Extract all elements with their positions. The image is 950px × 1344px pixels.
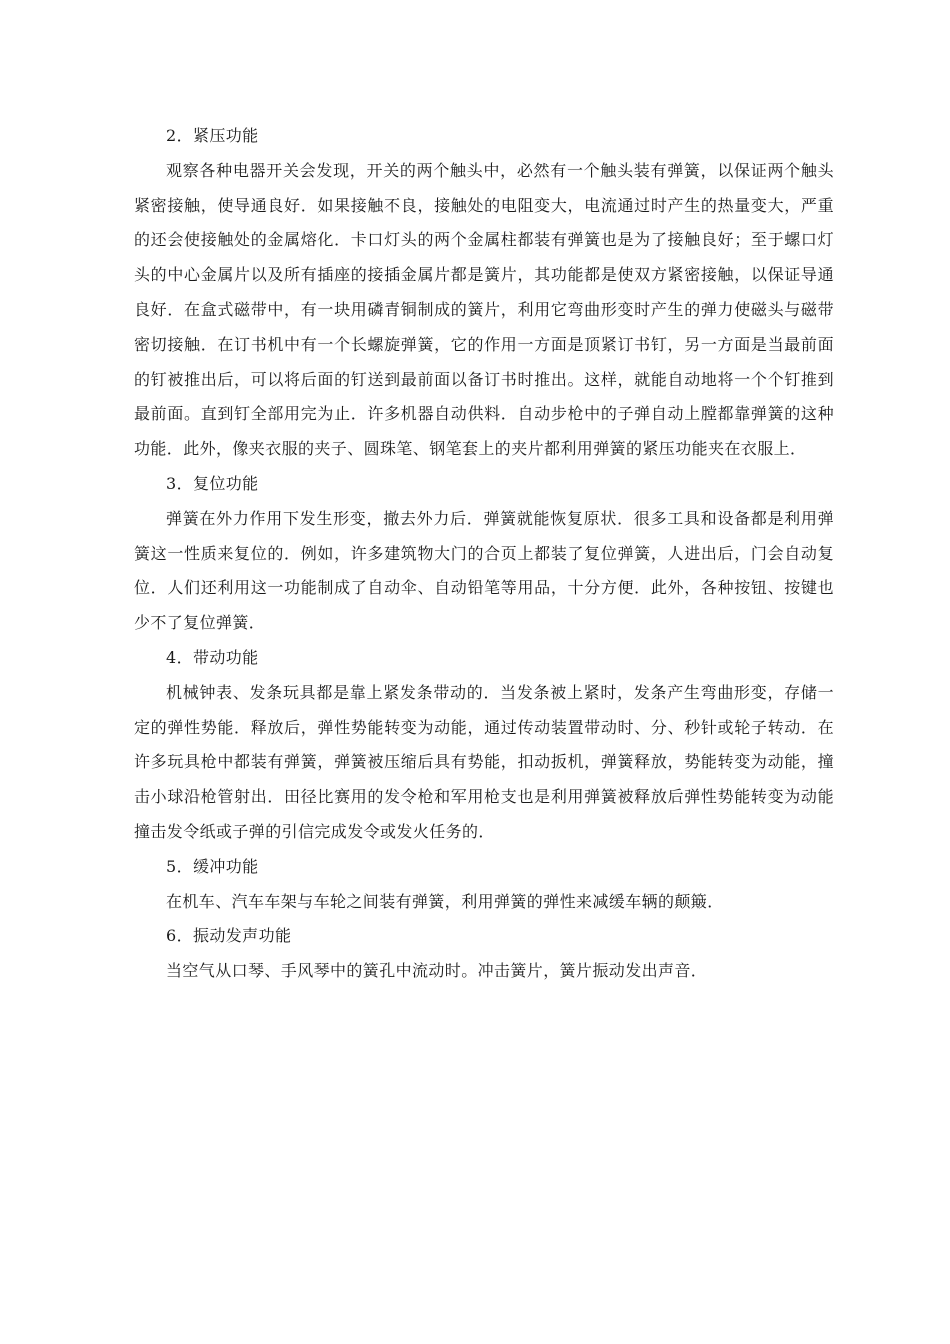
- section-body-drive: 机械钟表、发条玩具都是靠上紧发条带动的．当发条被上紧时，发条产生弯曲形变，存储一定的弹性势能．释放后，弹性势能转变为动能，通过传动装置带动时、分、秒针或轮子转动．在许多玩具枪中都装有弹簧，弹簧被压缩后具有势能，扣动扳机，弹簧释放，势能转变为动能，撞击小球沿枪管射出．田径比赛用的发令枪和军用枪支也是利用弹簧被释放后弹性势能转变为动能撞击发令纸或子弹的引信完成发令或发火任务的．: [134, 682, 834, 841]
- section-heading-drive: 4．带动功能: [166, 647, 259, 667]
- section-heading-reset: 3．复位功能: [166, 473, 259, 493]
- section-heading-vibration: 6．振动发声功能: [166, 926, 292, 946]
- document-body: [134, 119, 834, 989]
- section-heading-compression: 2．紧压功能: [166, 126, 259, 145]
- section-body-compression: 观察各种电器开关会发现，开关的两个触头中，必然有一个触头装有弹簧，以保证两个触头紧密接触，使导通良好．如果接触不良，接触处的电阻变大，电流通过时产生的热量变大，严重的还会使接触处的金属熔化．卡口灯头的两个金属柱都装有弹簧也是为了接触良好；至于螺口灯头的中心金属片以及所有插座的接插金属片都是簧片，其功能都是使双方紧密接触，以保证导通良好．在盒式磁带中，有一块用磷青铜制成的簧片，利用它弯曲形变时产生的弹力使磁头与磁带密切接触．在订书机中有一个长螺旋弹簧，它的作用一方面是顶紧订书钉，另一方面是当最前面的钉被推出后，可以将后面的钉送到最前面以备订书时推出。这样，就能自动地将一个个钉推到最前面。直到钉全部用完为止．许多机器自动供料．自动步枪中的子弹自动上膛都靠弹簧的这种功能．此外，像夹衣服的夹子、圆珠笔、钢笔套上的夹片都利用弹簧的紧压功能夹在衣服上．: [134, 160, 834, 459]
- section-heading-buffer: 5．缓冲功能: [166, 856, 259, 876]
- section-body-buffer: 在机车、汽车车架与车轮之间装有弹簧，利用弹簧的弹性来减缓车辆的颠簸．: [166, 891, 724, 911]
- section-body-reset: 弹簧在外力作用下发生形变，撤去外力后．弹簧就能恢复原状．很多工具和设备都是利用弹簧这一性质来复位的．例如，许多建筑物大门的合页上都装了复位弹簧，人进出后，门会自动复位．人们还利用这一功能制成了自动伞、自动铅笔等用品，十分方便．此外，各种按钮、按键也少不了复位弹簧．: [134, 508, 834, 633]
- section-body-vibration: 当空气从口琴、手风琴中的簧孔中流动时。冲击簧片，簧片振动发出声音．: [166, 961, 708, 981]
